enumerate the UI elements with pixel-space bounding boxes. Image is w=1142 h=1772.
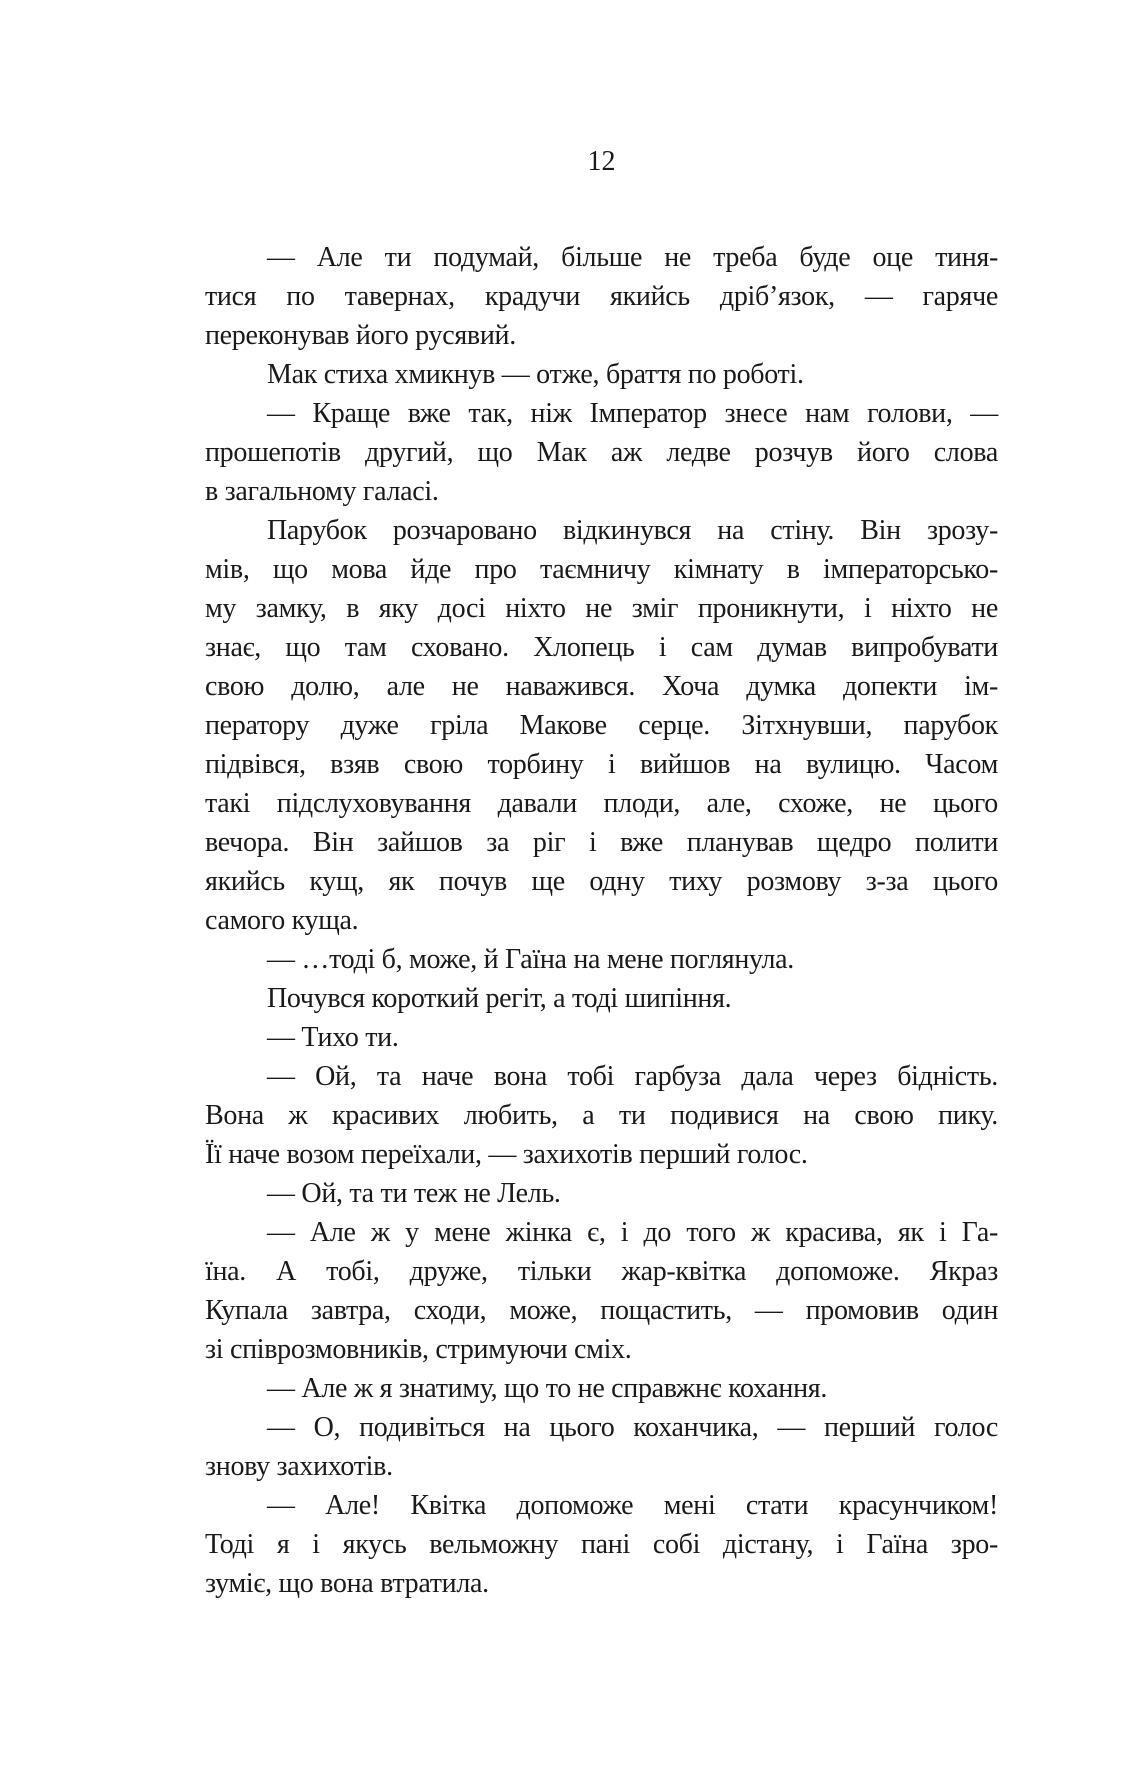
text-line: — Краще вже так, ніж Імператор знесе нам голови, —	[267, 398, 998, 429]
text-line: прошепотів другий, що Мак аж ледве розчув його слова	[205, 437, 998, 468]
text-line: зуміє, що вона втратила.	[205, 1568, 489, 1599]
text-line: — Але ж у мене жінка є, і до того ж красива, як і Га-	[267, 1217, 998, 1248]
page-number: 12	[587, 146, 616, 177]
text-line: Купала завтра, сходи, може, пощастить, — промовив один	[205, 1295, 998, 1326]
text-line: Тоді я і якусь вельможну пані собі дістану, і Гаїна зро-	[205, 1529, 998, 1560]
text-line: Вона ж красивих любить, а ти подивися на свою пику.	[205, 1100, 998, 1131]
text-line: знає, що там сховано. Хлопець і сам думав випробувати	[205, 632, 998, 663]
text-line: самого куща.	[205, 905, 359, 936]
text-line: якийсь кущ, як почув ще одну тиху розмову з-за цього	[205, 866, 998, 897]
text-line: — Ой, та наче вона тобі гарбуза дала через бідність.	[267, 1061, 998, 1092]
text-line: Її наче возом переїхали, — захихотів перший голос.	[205, 1139, 808, 1170]
text-line: ператору дуже гріла Макове серце. Зітхнувши, парубок	[205, 710, 998, 741]
text-line: — О, подивіться на цього коханчика, — перший голос	[267, 1412, 998, 1443]
text-line: свою долю, але не наважився. Хоча думка допекти ім-	[205, 671, 998, 702]
text-line: такі підслуховування давали плоди, але, схоже, не цього	[205, 788, 998, 819]
text-line: му замку, в яку досі ніхто не зміг проникнути, і ніхто не	[205, 593, 998, 624]
text-line: підвівся, взяв свою торбину і вийшов на вулицю. Часом	[205, 749, 998, 780]
text-line: — …тоді б, може, й Гаїна на мене поглянула.	[267, 944, 794, 975]
text-line: Почувся короткий регіт, а тоді шипіння.	[267, 983, 732, 1014]
text-line: — Ой, та ти теж не Лель.	[267, 1178, 561, 1209]
text-line: зі співрозмовників, стримуючи сміх.	[205, 1334, 632, 1365]
text-line: — Але ж я знатиму, що то не справжнє кохання.	[267, 1373, 828, 1404]
page-text	[205, 238, 998, 1603]
text-line: Мак стиха хмикнув — отже, браття по роботі.	[267, 359, 804, 390]
text-line: — Тихо ти.	[267, 1022, 399, 1053]
text-line: в загальному галасі.	[205, 476, 439, 507]
text-line: їна. А тобі, друже, тільки жар-квітка допоможе. Якраз	[205, 1256, 998, 1287]
text-line: вечора. Він зайшов за ріг і вже планував щедро полити	[205, 827, 998, 858]
text-line: мів, що мова йде про таємничу кімнату в імператорсько-	[205, 554, 998, 585]
text-line: знову захихотів.	[205, 1451, 393, 1482]
text-line: — Але! Квітка допоможе мені стати красунчиком!	[267, 1490, 998, 1521]
text-line: — Але ти подумай, більше не треба буде оце тиня-	[267, 242, 998, 273]
text-line: Парубок розчаровано відкинувся на стіну. Він зрозу-	[267, 515, 998, 546]
text-line: переконував його русявий.	[205, 320, 516, 351]
text-line: тися по тавернах, крадучи якийсь дріб’язок, — гаряче	[205, 281, 998, 312]
